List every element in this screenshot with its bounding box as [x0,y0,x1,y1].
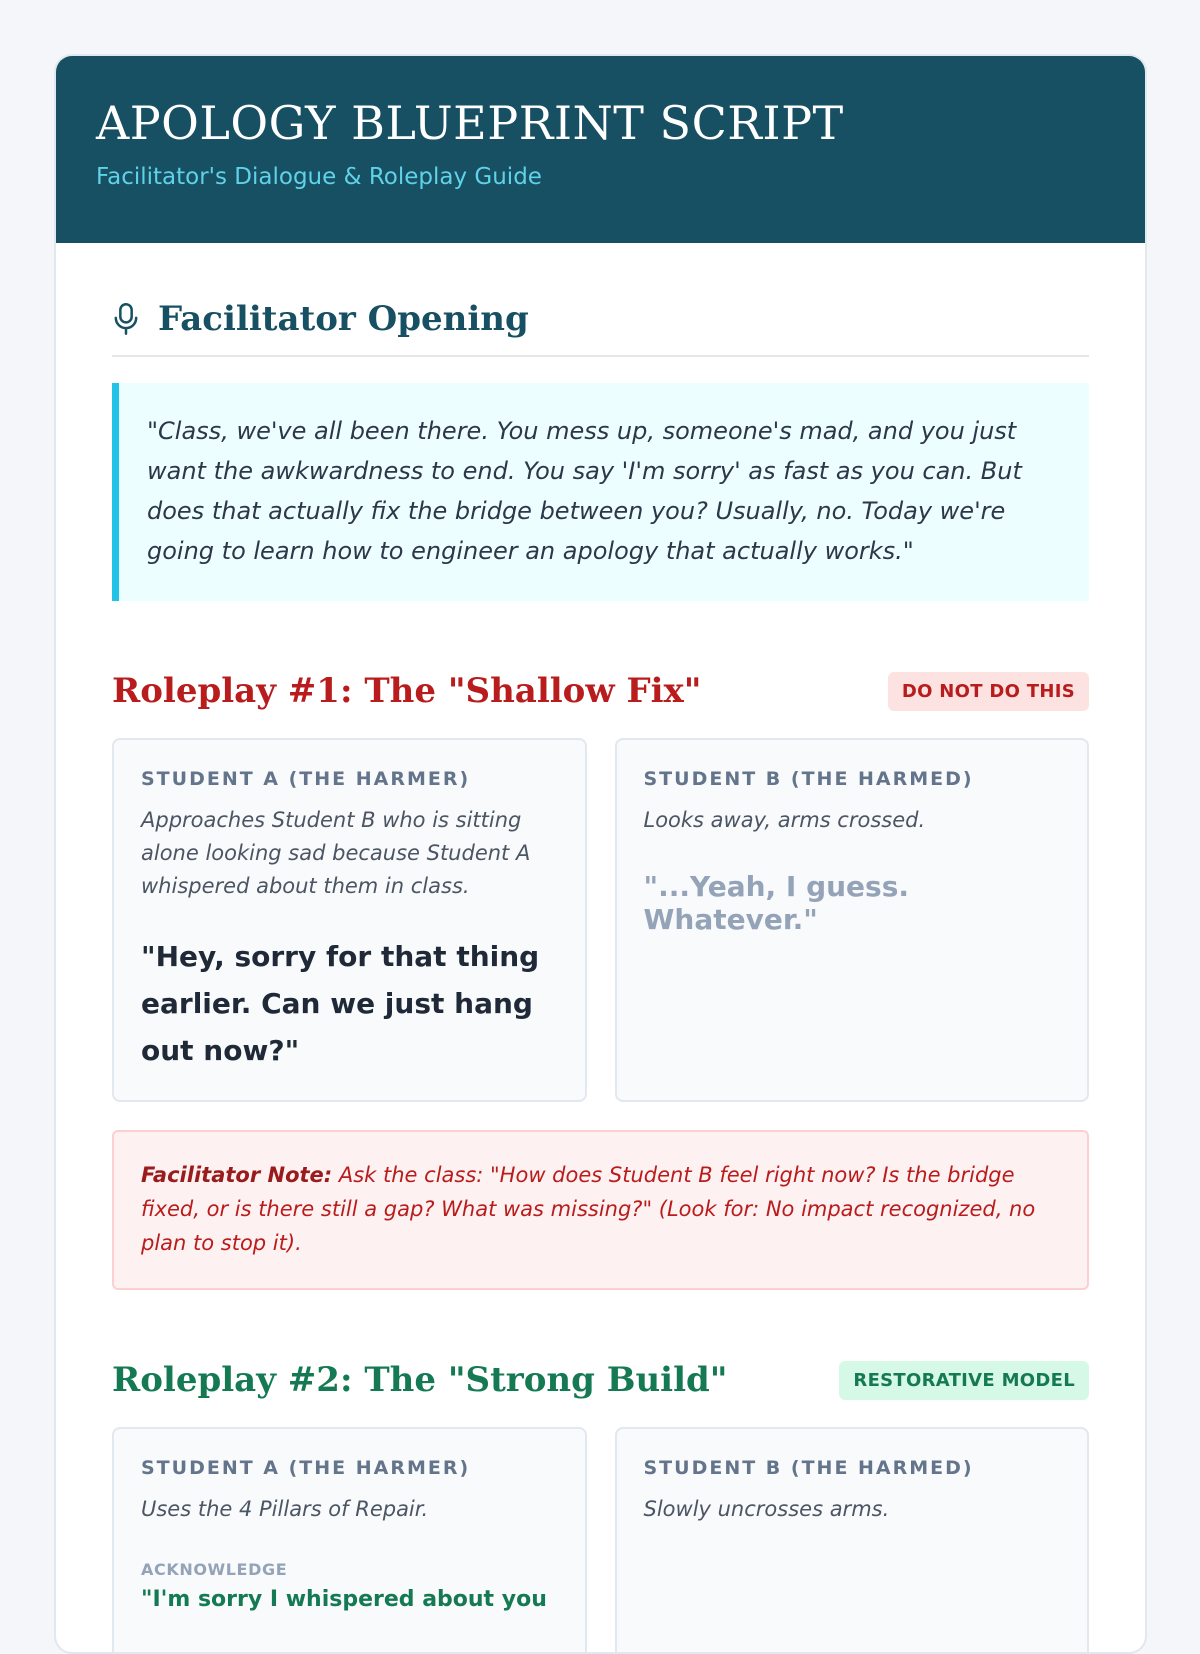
script-card [54,54,1147,1654]
student-b-label: STUDENT B (THE HARMED) [643,768,974,790]
roleplay-1-roles [112,738,1089,1102]
student-b-stage-direction: Slowly uncrosses arms. [643,1497,890,1521]
page-header [56,56,1145,243]
facilitator-note-lead: Facilitator Note: [141,1163,333,1187]
student-b-card [615,738,1090,1102]
warning-badge: DO NOT DO THIS [888,672,1089,711]
facilitator-note [112,1130,1089,1290]
roleplay-2-roles [112,1427,1089,1654]
script-content [56,299,1145,1654]
roleplay-2-title: Roleplay #2: The "Strong Build" [112,1360,728,1400]
roleplay-2 [112,1360,1089,1654]
roleplay-2-heading [112,1360,1089,1400]
student-a-stage-direction: Approaches Student B who is sitting alone looking sad because Student A whispered about them in class. [141,808,531,898]
opening-title: Facilitator Opening [158,299,529,339]
pillar-line: "I'm sorry I whispered about you [141,1587,547,1612]
facilitator-note-text: Ask the class: "How does Student B feel right now? Is the bridge fixed, or is there still a gap? What was missing?" (Look for: No impact recognized, no plan to stop it). [141,1163,1036,1255]
student-b-line: "...Yeah, I guess. Whatever." [643,870,910,936]
microphone-icon [112,302,140,336]
page-subtitle: Facilitator's Dialogue & Roleplay Guide [96,164,542,190]
roleplay-1-title: Roleplay #1: The "Shallow Fix" [112,671,702,711]
student-a-label: STUDENT A (THE HARMER) [141,768,471,790]
model-badge: RESTORATIVE MODEL [839,1361,1089,1400]
page-title: APOLOGY BLUEPRINT SCRIPT [96,96,844,150]
student-b-stage-direction: Looks away, arms crossed. [643,808,926,832]
opening-quote: "Class, we've all been there. You mess up, someone's mad, and you just want the awkwardness to end. You say 'I'm sorry' as fast as you can. But does that actually fix the bridge between you? Usually, no. Today we're going to learn how to engineer an apology that actually works." [112,383,1089,601]
student-b-label: STUDENT B (THE HARMED) [643,1457,974,1479]
student-a-label: STUDENT A (THE HARMER) [141,1457,471,1479]
student-a-stage-direction: Uses the 4 Pillars of Repair. [141,1497,429,1521]
student-a-card [112,738,587,1102]
roleplay-1 [112,671,1089,1290]
pillar-label: ACKNOWLEDGE [141,1560,288,1579]
roleplay-1-heading [112,671,1089,711]
student-a-card [112,1427,587,1654]
student-a-line: "Hey, sorry for that thing earlier. Can we just hang out now?" [141,940,540,1067]
opening-heading [112,299,1089,357]
student-b-card [615,1427,1090,1654]
